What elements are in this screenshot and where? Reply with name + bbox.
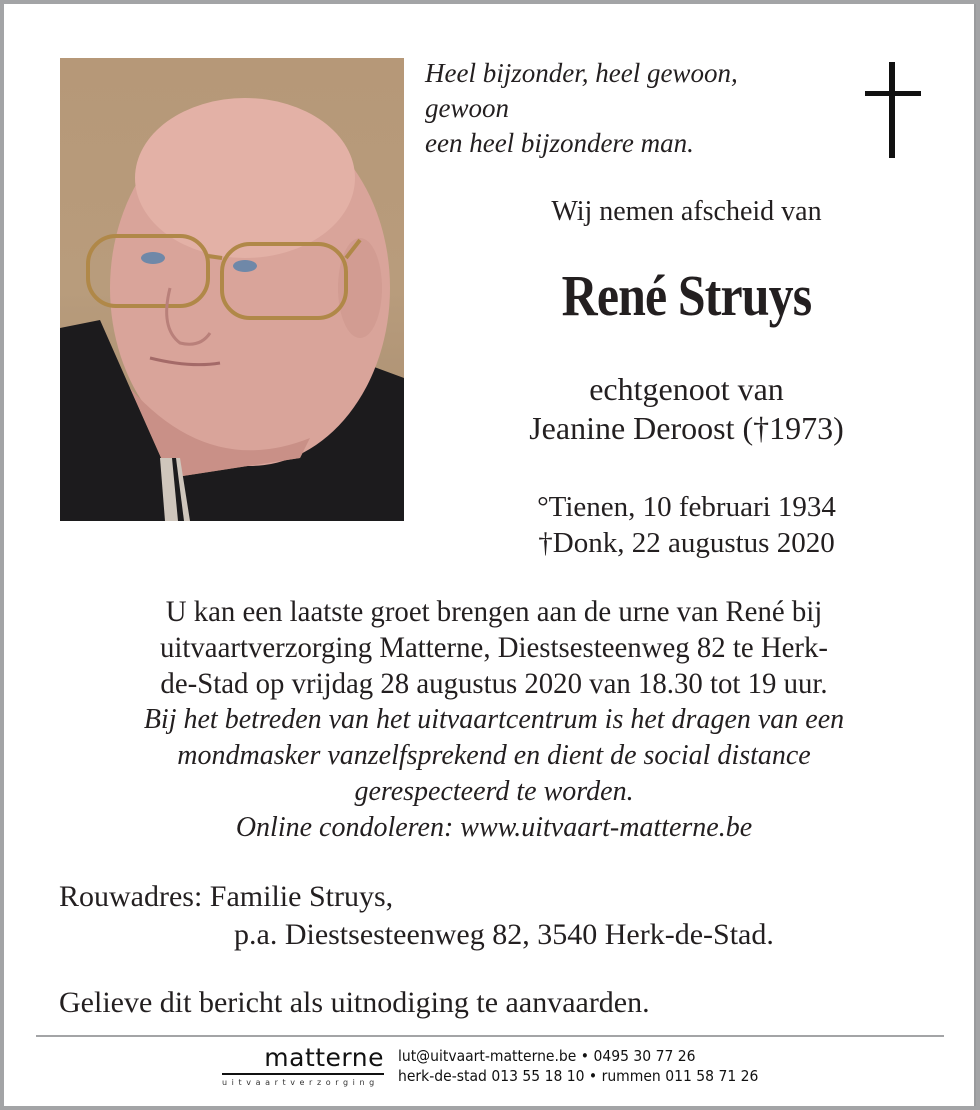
closing-text: Gelieve dit bericht als uitnodiging te aanvaarden. [59, 986, 650, 1019]
contact-line-1[interactable]: lut@uitvaart-matterne.be • 0495 30 77 26 [398, 1047, 696, 1065]
poem-line: een heel bijzondere man. [425, 128, 694, 158]
visitation-info [44, 594, 944, 846]
contact-line-2: herk-de-stad 013 55 18 10 • rummen 011 58 71 26 [398, 1067, 759, 1085]
life-dates [409, 489, 964, 561]
portrait-photo [60, 58, 404, 521]
obituary-card [4, 4, 976, 1106]
deceased-name: René Struys [561, 263, 812, 328]
notice-line: mondmasker vanzelfsprekend en dient de social distance [177, 740, 811, 771]
spouse-label: echtgenoot van [589, 371, 784, 407]
spouse-info [409, 370, 964, 448]
cross-icon [865, 62, 921, 158]
portrait-illustration [60, 58, 404, 521]
matterne-logo [222, 1044, 384, 1087]
death-date: †Donk, 22 augustus 2020 [538, 527, 835, 559]
birth-date: °Tienen, 10 februari 1934 [537, 491, 836, 523]
intro-text: Wij nemen afscheid van [551, 196, 822, 227]
address-line-2: p.a. Diestsesteenweg 82, 3540 Herk-de-Stad. [234, 918, 774, 951]
visitation-line: U kan een laatste groet brengen aan de urne van René bij [165, 595, 823, 628]
logo-subtitle: uitvaartverzorging [222, 1078, 379, 1087]
address-line-1: Rouwadres: Familie Struys, [59, 880, 394, 913]
notice-line: gerespecteerd te worden. [354, 776, 634, 807]
poem [425, 56, 738, 161]
logo-underline [222, 1073, 384, 1075]
poem-line: gewoon [425, 93, 509, 123]
condolence-link[interactable]: Online condoleren: www.uitvaart-matterne.be [235, 812, 753, 843]
notice-line: Bij het betreden van het uitvaartcentrum is het dragen van een [143, 704, 845, 735]
contact-info [398, 1046, 758, 1086]
visitation-line: uitvaartverzorging Matterne, Diestsesteenweg 82 te Herk- [159, 631, 829, 664]
logo-wordmark: matterne [264, 1043, 384, 1072]
visitation-line: de-Stad op vrijdag 28 augustus 2020 van 18.30 tot 19 uur. [160, 667, 828, 700]
mourning-address [59, 878, 774, 954]
spouse-name: Jeanine Deroost (†1973) [529, 410, 844, 446]
poem-line: Heel bijzonder, heel gewoon, [425, 58, 738, 88]
footer-divider [36, 1035, 944, 1037]
